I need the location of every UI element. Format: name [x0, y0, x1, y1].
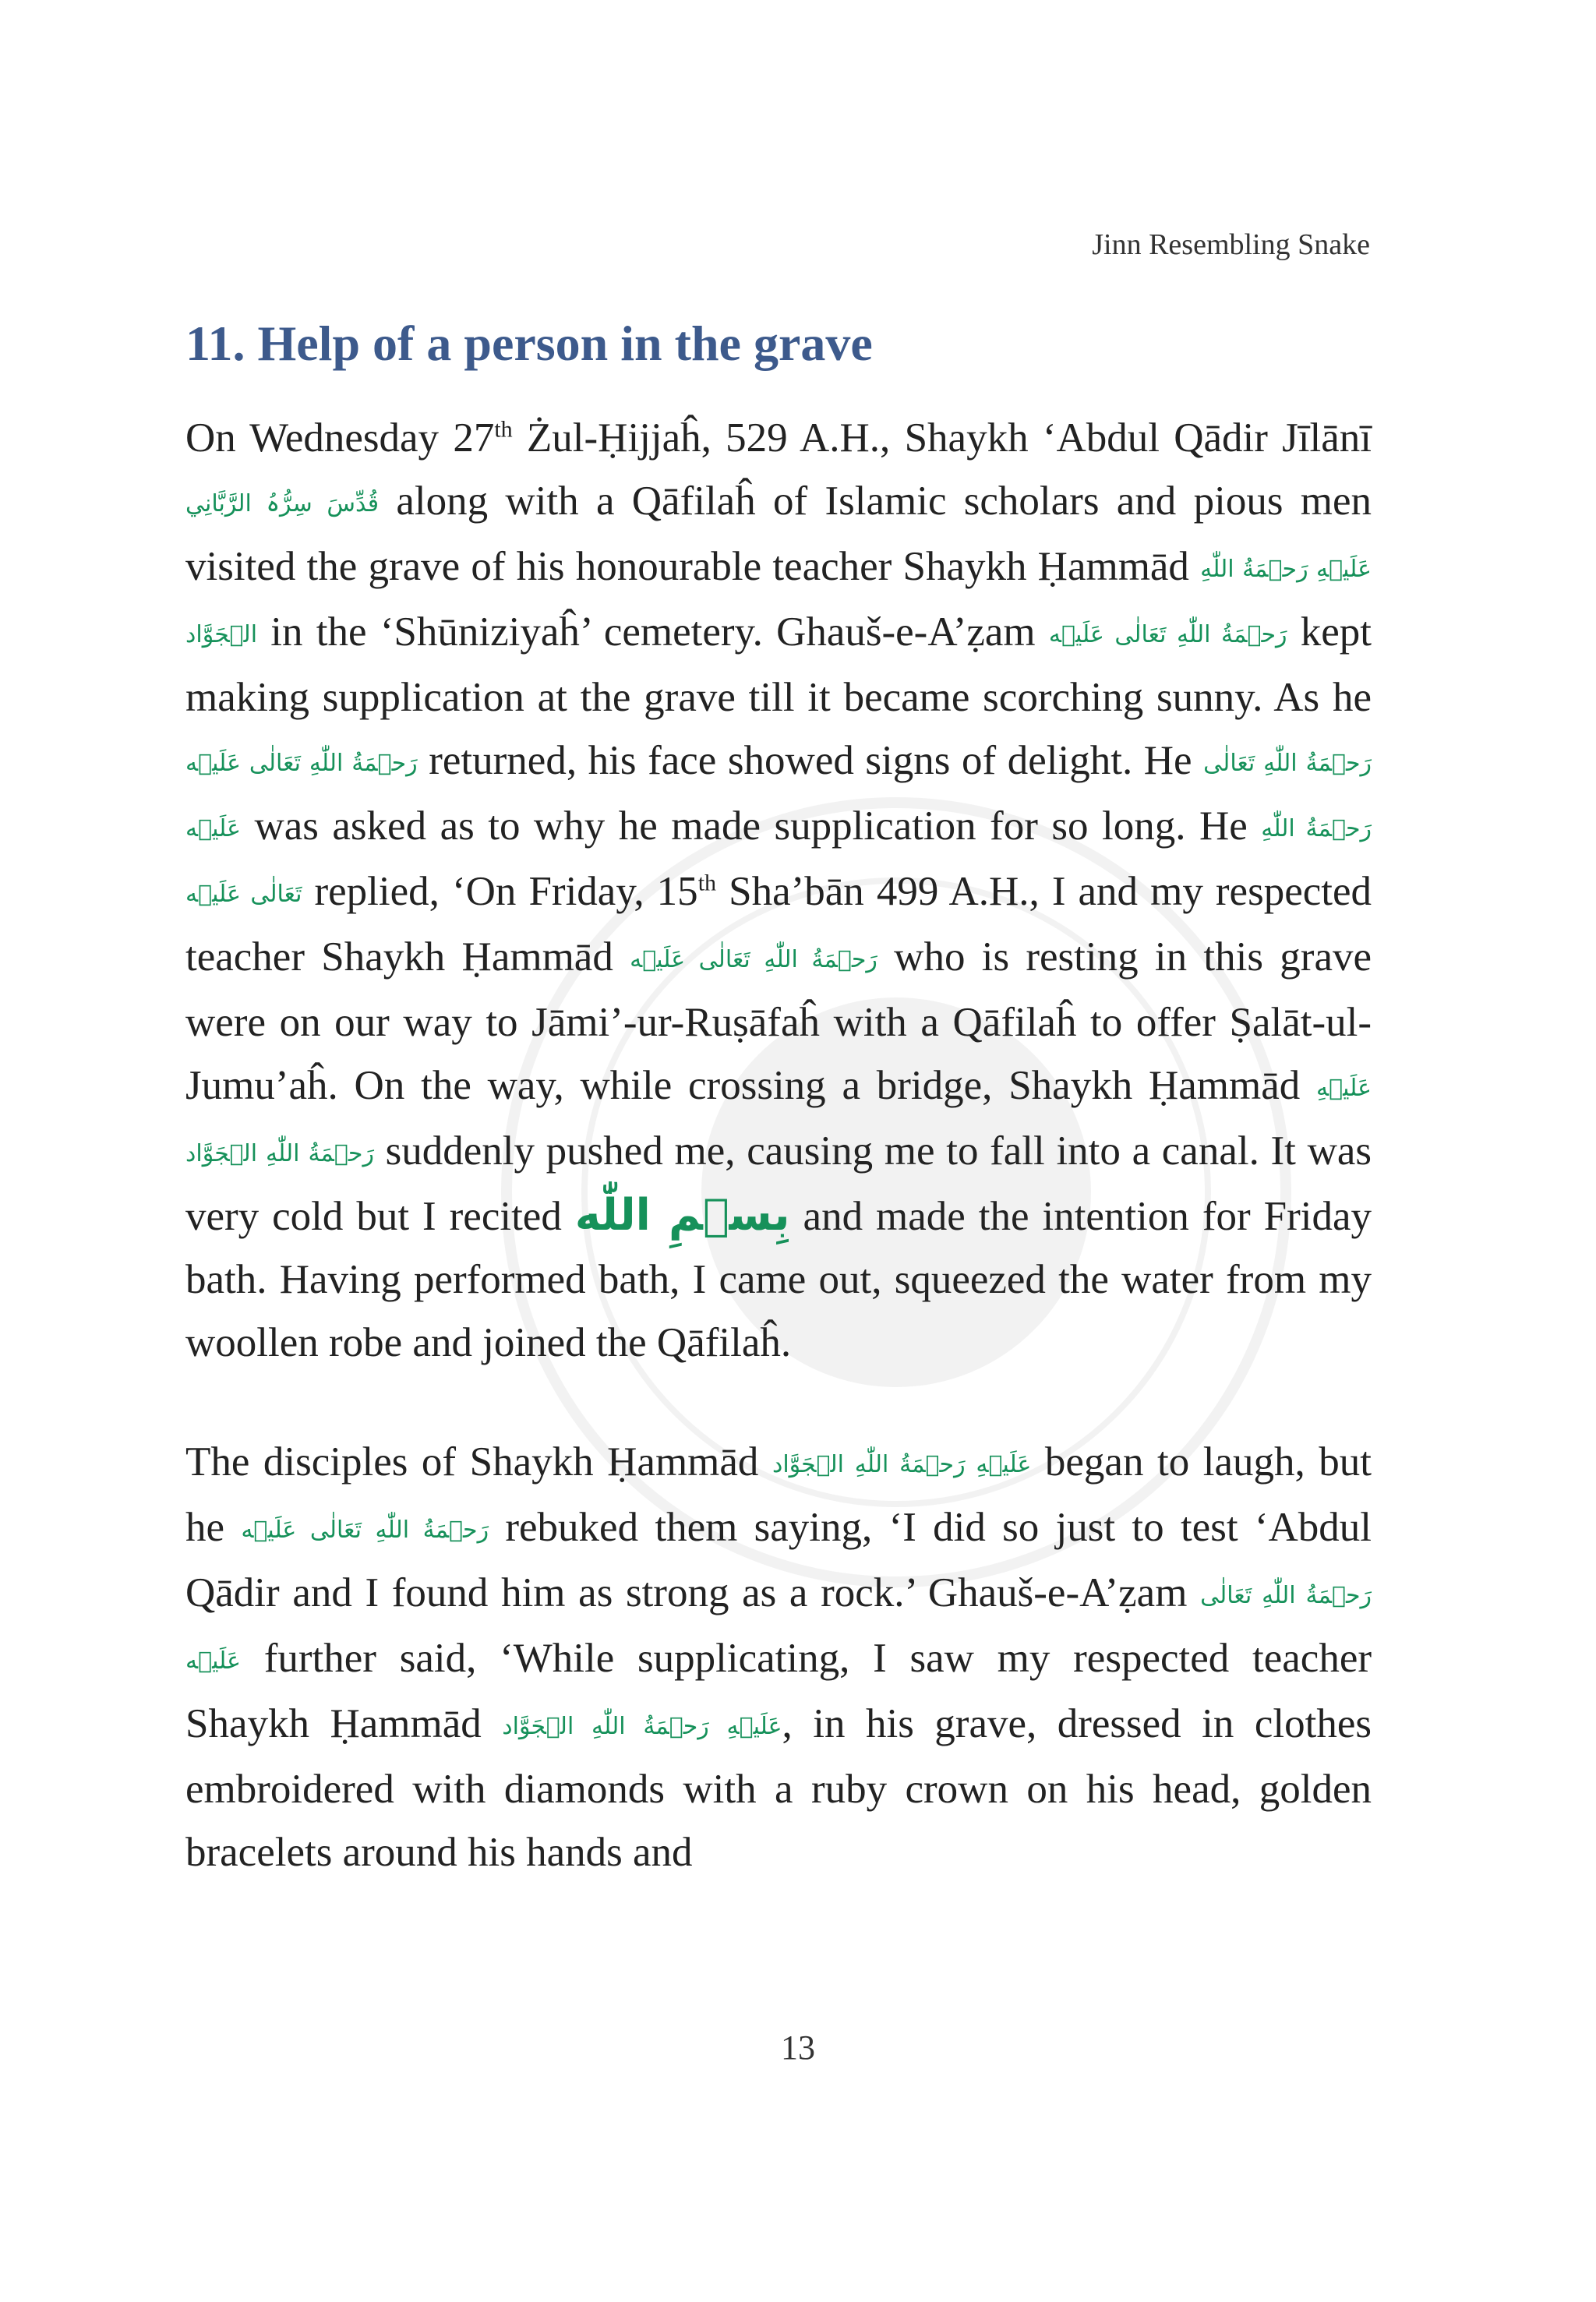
paragraph-1 — [185, 407, 1372, 1375]
text-run: returned, his face showed signs of delight. He — [417, 738, 1204, 783]
text-run: who is resting in this grave were on our way to Jāmi’-ur-Ruṣāfaĥ with a Qāfilaĥ to offer Ṣalāt-ul-Jumu’aĥ. On the way, while crossing a bridge, Shaykh Ḥammād — [185, 934, 1372, 1108]
running-header: Jinn Resembling Snake — [1092, 228, 1370, 261]
text-run: was asked as to why he made supplication for so long. He — [240, 803, 1262, 849]
section-title: 11. Help of a person in the grave — [185, 316, 873, 371]
arabic-honorific: رَحۡمَةُ اللّٰهِ تَعَالٰی عَلَيۡه — [185, 1582, 1372, 1675]
text-run: began to laugh, but he — [185, 1439, 1372, 1550]
text-run: The disciples of Shaykh Ḥammād — [185, 1439, 772, 1485]
text-run: further said, ‘While supplicating, I saw my respected teacher Shaykh Ḥammād — [185, 1636, 1372, 1746]
text-run: rebuked them saying, ‘I did so just to test ‘Abdul Qādir and I found him as strong as a rock.’ Ghauš-e-A’ẓam — [185, 1505, 1372, 1615]
arabic-honorific: رَحۡمَةُ اللّٰهِ تَعَالٰی عَلَيۡه — [185, 750, 1372, 842]
body-text — [185, 407, 1372, 1884]
arabic-honorific: رَحۡمَةُ اللّٰهِ تَعَالٰی عَلَيۡه — [241, 1516, 489, 1544]
ordinal-suffix: th — [494, 416, 513, 443]
text-run: replied, ‘On Friday, 15 — [302, 869, 698, 914]
text-run: suddenly pushed me, causing me to fall into a canal. It was very cold but I recited — [185, 1128, 1372, 1239]
arabic-honorific: عَلَيۡهِ رَحۡمَةُ اللّٰهِ الۡجَوَّاد — [185, 1075, 1372, 1167]
text-run: in the ‘Shūniziyaĥ’ cemetery. Ghauš-e-A’ẓam — [257, 609, 1049, 655]
arabic-bismillah: بِسۡمِ اللّٰه — [574, 1190, 790, 1241]
page-number: 13 — [781, 2028, 815, 2067]
text-run: Żul-Ḥijjaĥ, 529 A.H., Shaykh ‘Abdul Qādir Jīlānī — [512, 415, 1372, 461]
text-run: kept making supplication at the grave till it became scorching sunny. As he — [185, 609, 1372, 720]
arabic-honorific: عَلَيۡهِ رَحۡمَةُ اللّٰهِ الۡجَوَّاد — [502, 1713, 782, 1740]
text-run: and made the intention for Friday bath. Having performed bath, I came out, squeezed the water from my woollen robe and joined the Qāfilaĥ. — [185, 1194, 1372, 1365]
arabic-honorific: رَحۡمَةُ اللّٰهِ تَعَالٰی عَلَيۡه — [630, 946, 877, 973]
arabic-honorific: قُدِّسَ سِرُّہُ الرَّبَّانِي — [185, 490, 380, 517]
arabic-honorific: عَلَيۡهِ رَحۡمَةُ اللّٰهِ الۡجَوَّاد — [772, 1451, 1032, 1478]
text-run: along with a Qāfilaĥ of Islamic scholars and pious men visited the grave of his honourable teacher Shaykh Ḥammād — [185, 478, 1372, 589]
arabic-honorific: رَحۡمَةُ اللّٰهِ تَعَالٰی عَلَيۡه — [185, 815, 1372, 908]
text-run: , in his grave, dressed in clothes embroidered with diamonds with a ruby crown on his head, golden bracelets around his hands and — [185, 1701, 1372, 1875]
paragraph-2 — [185, 1431, 1372, 1884]
arabic-honorific: رَحۡمَةُ اللّٰهِ تَعَالٰی عَلَيۡه — [1048, 621, 1287, 648]
arabic-honorific: رَحۡمَةُ اللّٰهِ تَعَالٰی عَلَيۡه — [185, 750, 418, 777]
text-run: On Wednesday 27 — [185, 415, 495, 461]
text-run: Sha’bān 499 A.H., I and my respected teacher Shaykh Ḥammād — [185, 869, 1372, 980]
ordinal-suffix: th — [697, 870, 717, 896]
arabic-honorific: عَلَيۡهِ رَحۡمَةُ اللّٰهِ الۡجَوَّاد — [185, 556, 1372, 648]
